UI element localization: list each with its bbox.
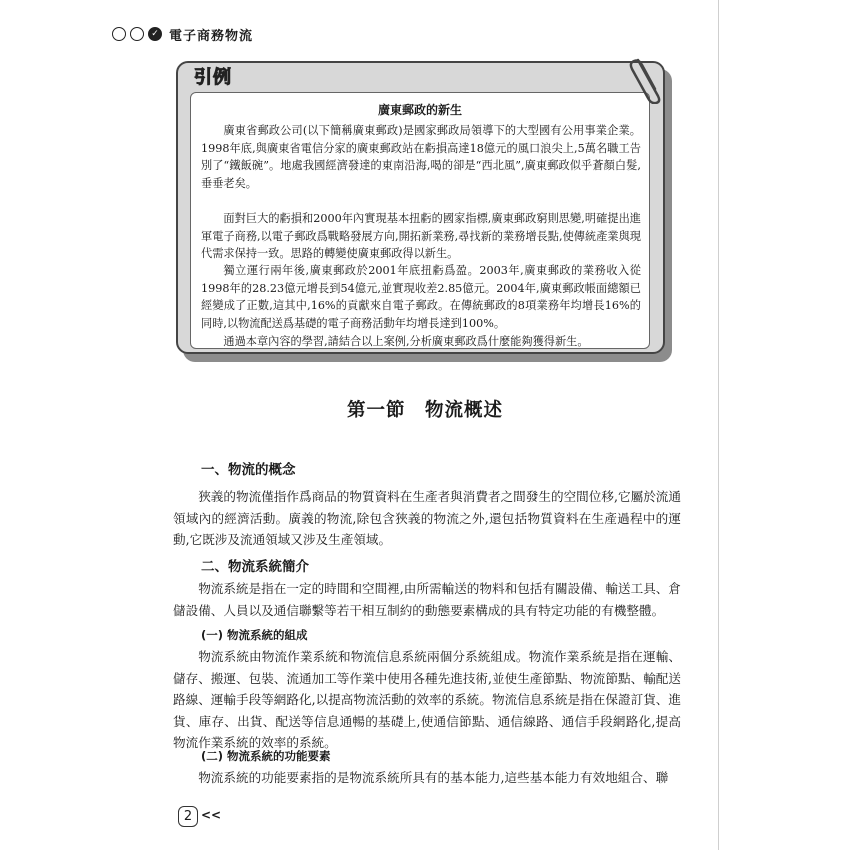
circle-icon xyxy=(130,27,144,41)
body-paragraph: 狹義的物流僅指作爲商品的物質資料在生產者與消費者之間發生的空間位移,它屬於流通領域內的經濟活動。廣義的物流,除包含狹義的物流之外,還包括物質資料在生產過程中的運動,它既涉及流通領域又涉及生產領域。 xyxy=(173,489,681,547)
case-paragraph: 通過本章內容的學習,請結合以上案例,分析廣東郵政爲什麼能夠獲得新生。 xyxy=(223,335,589,348)
body-paragraph: 物流系統的功能要素指的是物流系統所具有的基本能力,這些基本能力有效地組合、聯 xyxy=(198,770,669,785)
body-paragraph: 物流系統由物流作業系統和物流信息系統兩個分系統組成。物流作業系統是指在運輸、儲存、搬運、包裝、流通加工等作業中使用各種先進技術,並使生產節點、物流節點、輸配送路線、運輸手段等網路化,以提高物流活動的效率的系統。物流信息系統是指在保證訂貨、進貨、庫存、出貨、配送等信息通暢的基礎上,使通信節點、通信線路、通信手段網路化,提高物流作業系統的效率的系統。 xyxy=(173,649,681,750)
paperclip-icon xyxy=(628,52,668,104)
page-margin-line xyxy=(718,0,719,850)
chapter-title: 電子商務物流 xyxy=(169,28,254,44)
section-title: 第一節 物流概述 xyxy=(346,400,503,421)
page-arrows: << xyxy=(201,808,222,822)
running-header xyxy=(112,24,253,44)
page-number: 2 xyxy=(178,806,198,827)
circle-icon xyxy=(112,27,126,41)
subsection-heading: 二、物流系統簡介 xyxy=(201,559,309,575)
case-paragraph: 廣東省郵政公司(以下簡稱廣東郵政)是國家郵政局領導下的大型國有公用事業企業。1998年底,與廣東省電信分家的廣東郵政站在虧損高達18億元的風口浪尖上,5萬名職工告別了“鐵飯碗”。地處我國經濟發達的東南沿海,喝的卻是“西北風”,廣東郵政似乎蒼顏白髮,垂垂老矣。 xyxy=(201,124,641,190)
case-paragraph: 獨立運行兩年後,廣東郵政於2001年底扭虧爲盈。2003年,廣東郵政的業務收入從1998年的28.23億元增長到54億元,並實現收差2.85億元。2004年,廣東郵政帳面總額已經變成了正數,這其中,16%的貢獻來自電子郵政。在傳統郵政的8項業務年均增長16%的同時,以物流配送爲基礎的電子商務活動年均增長達到100%。 xyxy=(201,264,641,330)
subsection-heading: 一、物流的概念 xyxy=(201,462,296,478)
check-badge-icon: ✓ xyxy=(148,27,162,41)
case-box-label: 引例 xyxy=(194,67,232,88)
body-paragraph: 物流系統是指在一定的時間和空間裡,由所需輸送的物料和包括有關設備、輸送工具、倉儲設備、人員以及通信聯繫等若干相互制約的動態要素構成的具有特定功能的有機整體。 xyxy=(173,581,681,618)
case-title: 廣東郵政的新生 xyxy=(377,103,462,117)
case-paragraph: 面對巨大的虧損和2000年內實現基本扭虧的國家指標,廣東郵政窮則思變,明確提出進軍電子商務,以電子郵政爲戰略發展方向,開拓新業務,尋找新的業務增長點,使傳統產業與現代需求保持一致。思路的轉變使廣東郵政得以新生。 xyxy=(201,212,641,261)
minor-heading: (二) 物流系統的功能要素 xyxy=(201,749,331,763)
minor-heading: (一) 物流系統的組成 xyxy=(201,628,308,642)
